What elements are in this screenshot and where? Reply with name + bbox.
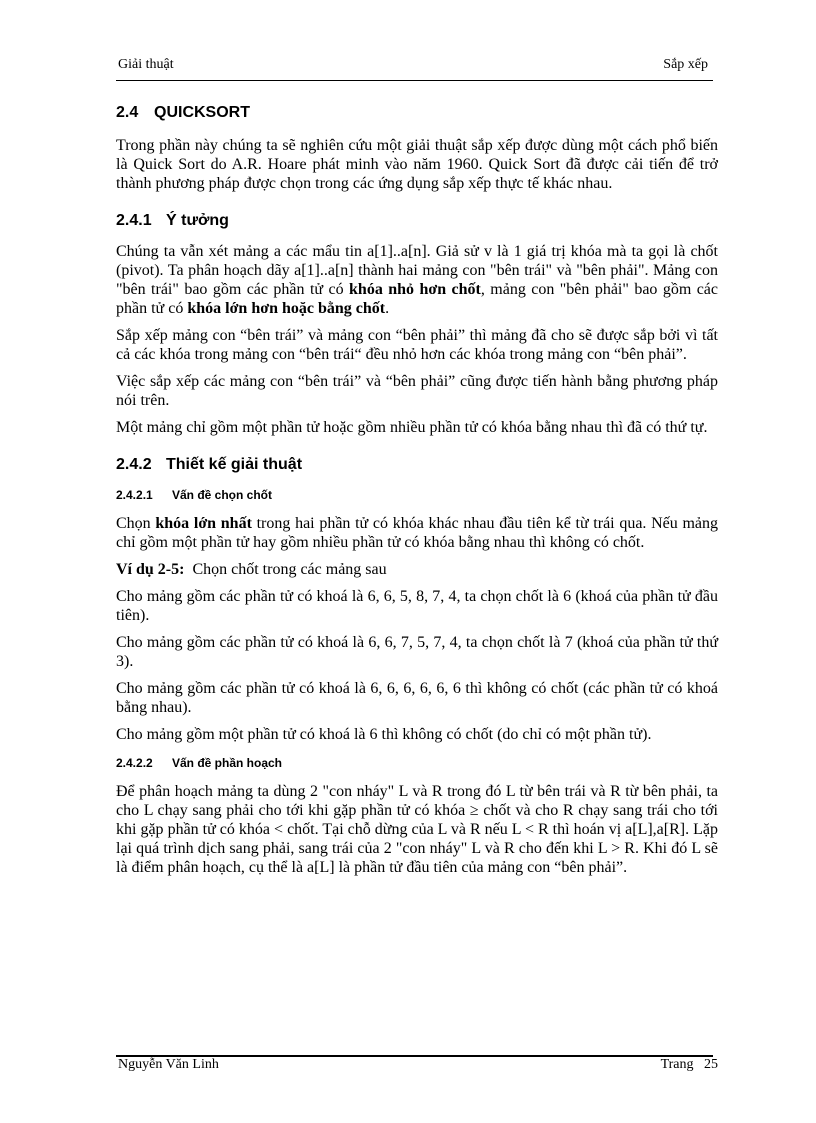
header-right: Sắp xếp [663, 57, 708, 72]
idea-p1-bold-1: khóa nhỏ hơn chốt [349, 281, 481, 298]
section-title: QUICKSORT [154, 104, 250, 121]
idea-paragraph-4: Một mảng chỉ gồm một phần tử hoặc gồm nhiều phần tử có khóa bằng nhau thì đã có thứ tự. [116, 419, 708, 436]
section-heading [116, 103, 718, 122]
subsubsection-heading-partition [116, 754, 718, 773]
footer-page-number: Trang 25 [660, 1057, 718, 1072]
subsection-number-design: 2.4.2 [116, 456, 152, 473]
subsection-heading-idea [116, 211, 718, 230]
footer-author: Nguyễn Văn Linh [118, 1057, 219, 1072]
example-label: Ví dụ 2-5: [116, 561, 185, 578]
subsubsection-number-pivot: 2.4.2.1 [116, 488, 153, 502]
idea-p1-text-b: , mảng con "bên phải" bao gồm các phần tử có [116, 281, 719, 317]
subsubsection-title-pivot: Vấn đề chọn chốt [172, 488, 273, 502]
idea-paragraph-3: Việc sắp xếp các mảng con “bên trái” và “bên phải” cũng được tiến hành bằng phương pháp nói trên. [116, 373, 718, 409]
example-2: Cho mảng gồm các phần tử có khoá là 6, 6, 7, 5, 7, 4, ta chọn chốt là 7 (khoá của phần tử thứ 3). [116, 634, 718, 670]
subsubsection-heading-pivot [116, 486, 718, 505]
intro-paragraph: Trong phần này chúng ta sẽ nghiên cứu một giải thuật sắp xếp được dùng một cách phổ biến là Quick Sort do A.R. Hoare phát minh vào năm 1960. Quick Sort đã được cải tiến để trở thành phương pháp được chọn trong các ứng dụng sắp xếp thực tế khác nhau. [116, 137, 718, 192]
subsection-heading-design [116, 455, 718, 474]
example-3: Cho mảng gồm các phần tử có khoá là 6, 6, 6, 6, 6, 6 thì không có chốt (các phần tử có khoá bằng nhau). [116, 680, 718, 716]
subsubsection-number-partition: 2.4.2.2 [116, 756, 153, 770]
pivot-text-b: trong hai phần tử có khóa khác nhau đầu tiên kể từ trái qua. Nếu mảng chỉ gồm một phần tử hay gồm nhiều phần tử có khóa bằng nhau thì không có chốt. [116, 515, 719, 551]
subsection-title-idea: Ý tưởng [166, 212, 229, 229]
pivot-bold: khóa lớn nhất [155, 515, 252, 532]
example-heading [116, 560, 718, 579]
subsubsection-title-partition: Vấn đề phần hoạch [172, 756, 283, 770]
subsection-number-idea: 2.4.1 [116, 212, 152, 229]
example-4: Cho mảng gồm một phần tử có khoá là 6 thì không có chốt (do chỉ có một phần tử). [116, 726, 652, 743]
partition-paragraph: Để phân hoạch mảng ta dùng 2 "con nháy" L và R trong đó L từ bên trái và R từ bên phải, ta cho L chạy sang phải cho tới khi gặp phần tử có khóa ≥ chốt và cho R chạy sang trái cho tới khi gặp phần tử có khóa < chốt. Tại chỗ dừng của L và R nếu L < R thì hoán vị a[L],a[R]. Lặp lại quá trình dịch sang phải, sang trái của 2 "con nháy" L và R cho đến khi L > R. Khi đó L sẽ là điểm phân hoạch, cụ thể là a[L] là phần tử đầu tiên của mảng con “bên phải”. [116, 783, 718, 876]
header-left: Giải thuật [118, 57, 174, 72]
section-number: 2.4 [116, 104, 139, 121]
example-text: Chọn chốt trong các mảng sau [184, 561, 387, 578]
header-divider [116, 80, 713, 81]
idea-paragraph-2: Sắp xếp mảng con “bên trái” và mảng con “bên phải” thì mảng đã cho sẽ được sắp bởi vì tất cả các khóa trong mảng con “bên trái“ đều nhỏ hơn các khóa trong mảng con “bên phải”. [116, 327, 718, 363]
idea-p1-text-a: Chúng ta vẫn xét mảng a các mẩu tin a[1]..a[n]. Giả sử v là 1 giá trị khóa mà ta gọi là chốt (pivot). Ta phân hoạch dãy a[1]..a[n] thành hai mảng con "bên trái" và "bên phải". Mảng con "bên trái" bao gồm các phần tử có [116, 243, 718, 298]
idea-p1-text-c: . [385, 300, 390, 317]
subsection-title-design: Thiết kế giải thuật [166, 456, 303, 473]
page-header [116, 57, 708, 77]
example-1: Cho mảng gồm các phần tử có khoá là 6, 6, 5, 8, 7, 4, ta chọn chốt là 6 (khoá của phần tử đầu tiên). [116, 588, 718, 624]
idea-paragraph-1 [116, 242, 718, 318]
pivot-text-a: Chọn [116, 515, 156, 532]
idea-p1-bold-2: khóa lớn hơn hoặc bằng chốt [187, 300, 386, 317]
pivot-paragraph [116, 514, 718, 552]
page-content [116, 95, 718, 885]
